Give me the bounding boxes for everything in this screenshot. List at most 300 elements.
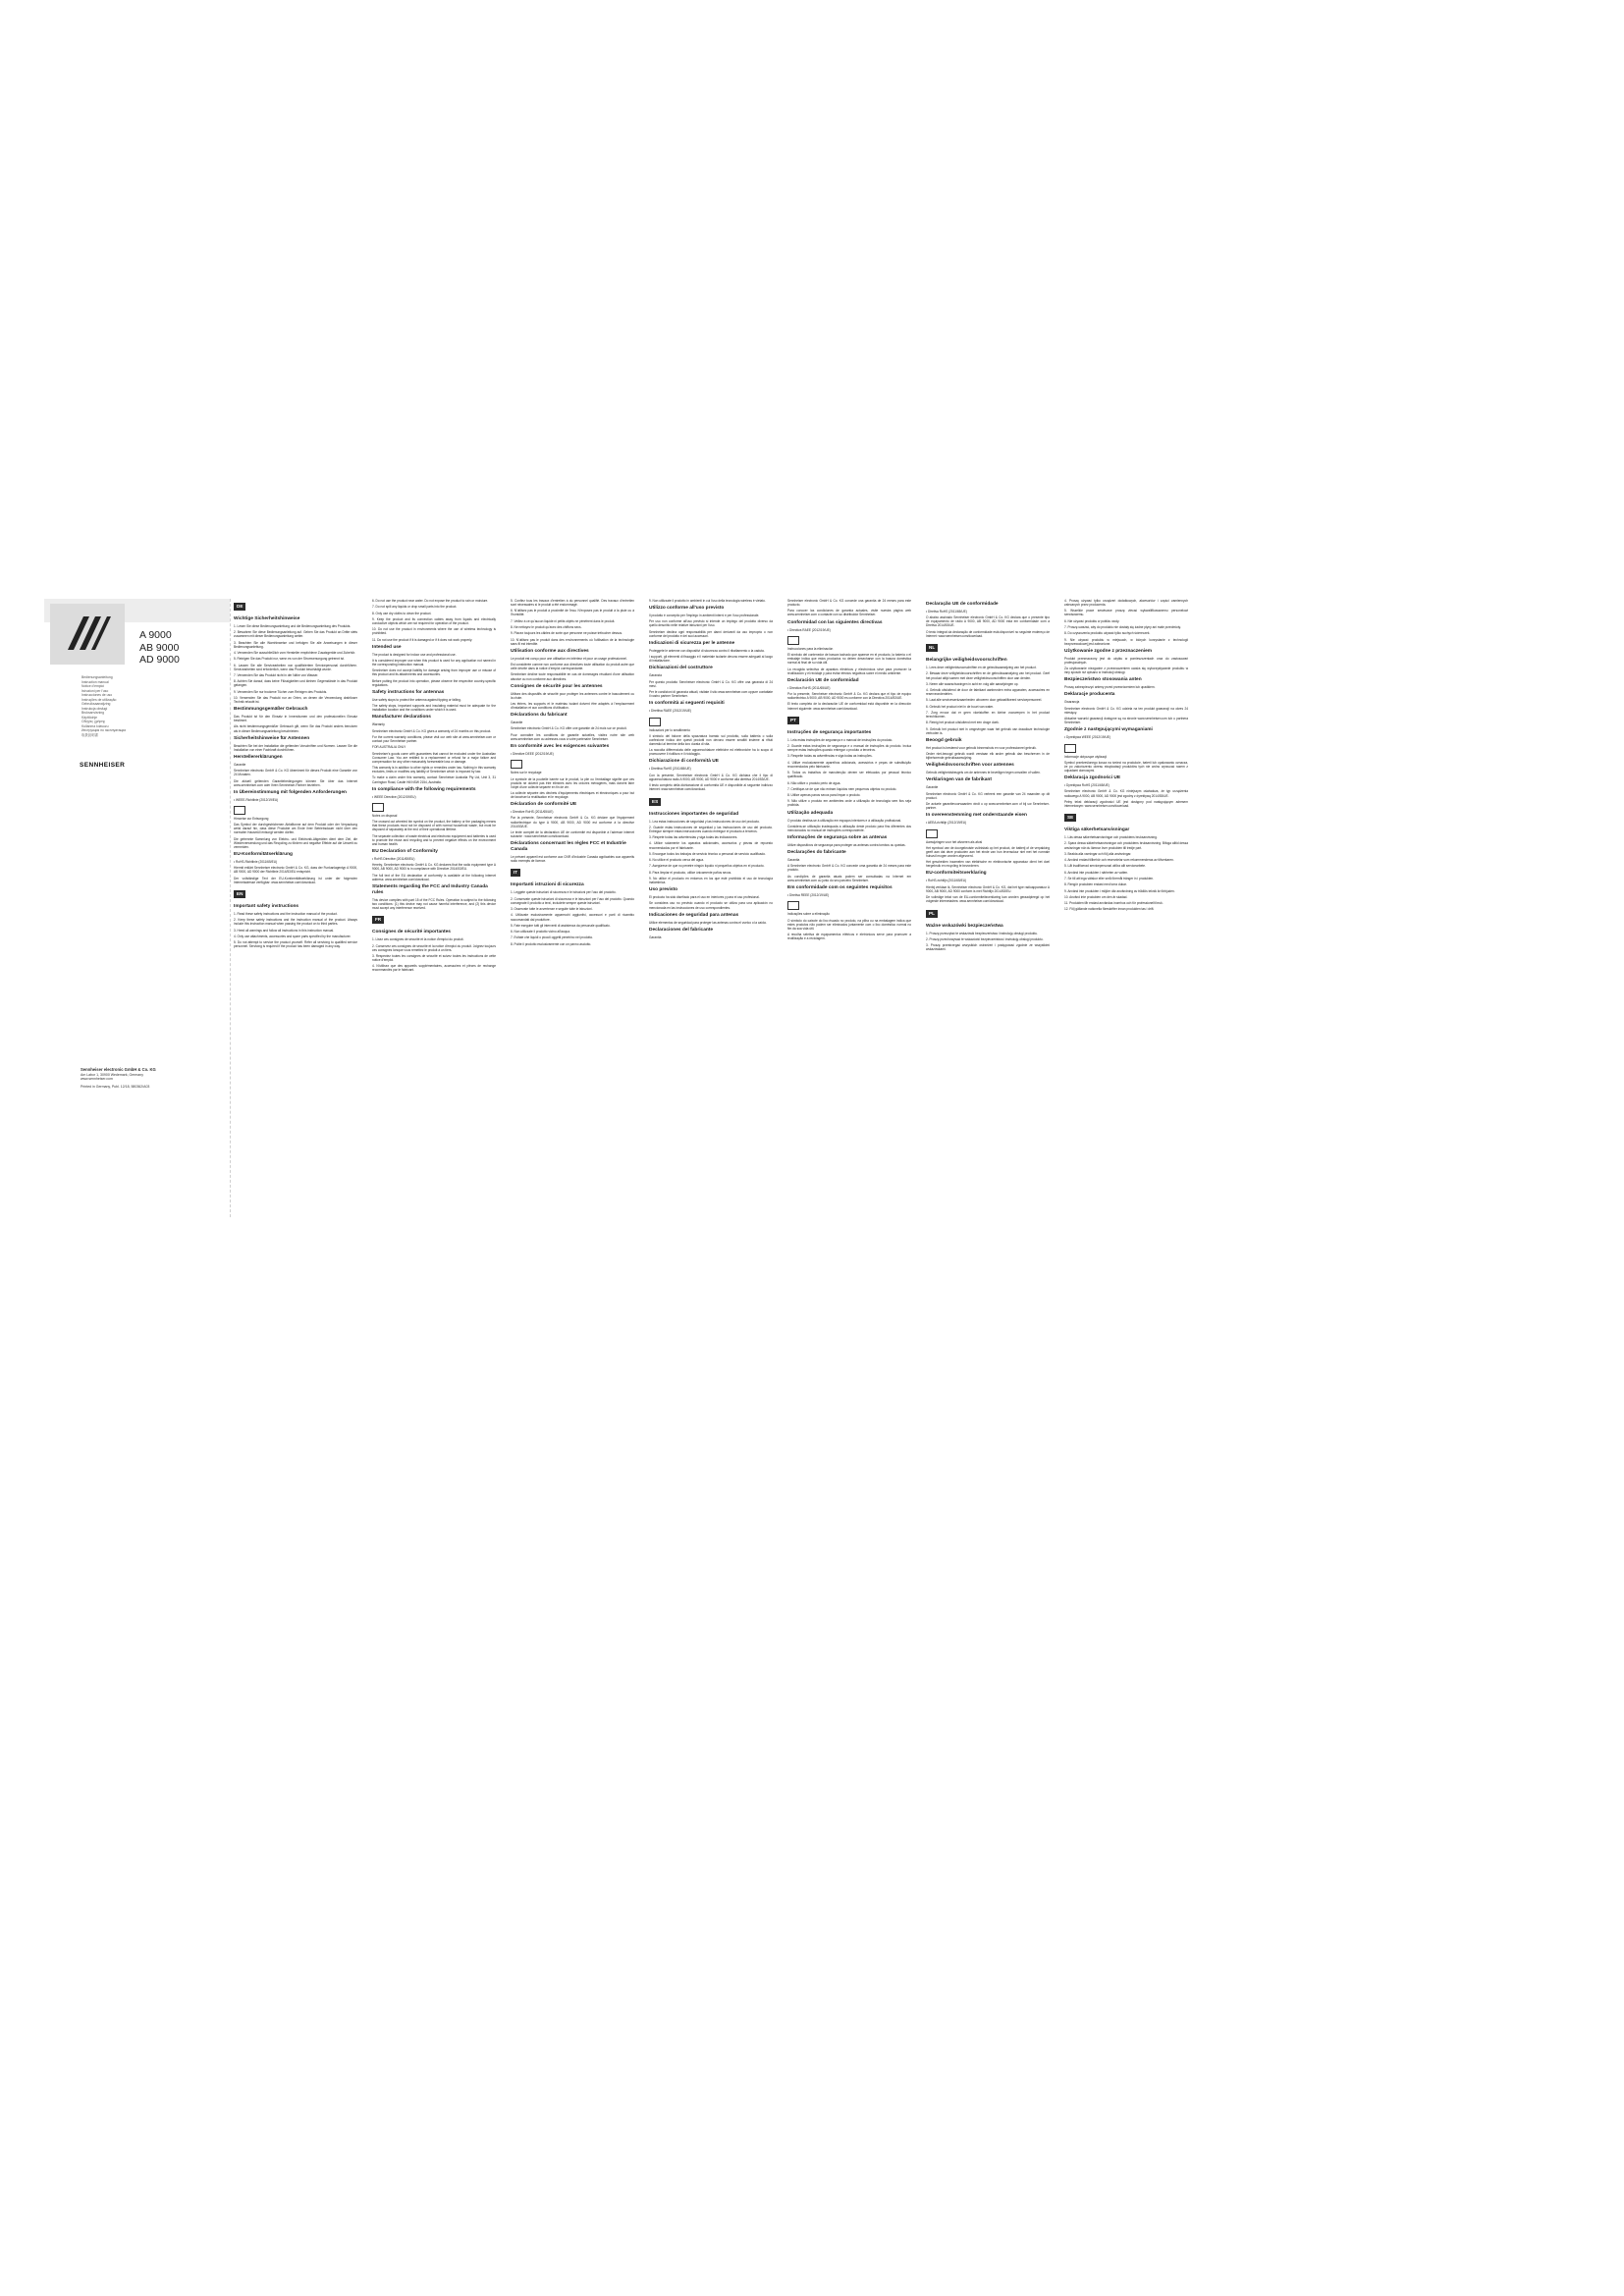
paragraph: This device complies with part 15 of the FCC Rules. Operation is subject to the following two conditions: (1) this device may not cause harmful interference, and (2) this device must accept any interference received. [372, 897, 496, 910]
section-heading: Instruções de segurança importantes [787, 729, 872, 735]
language-label: Instrucciones de uso [81, 693, 113, 697]
paragraph: 9. Placez toujours les câbles de sorte que personne ne puisse trébucher dessus. [511, 631, 623, 636]
paragraph: • Directiva RAEE (2012/19/UE) [787, 627, 831, 632]
paragraph: 4. N'utilisez que des appareils supplémentaires, accessoires et pièces de rechange recommandés par le fabricant. [372, 964, 496, 973]
paragraph: 1. Read these safety instructions and the instruction manual of the product. [234, 912, 338, 917]
recycling-bin-icon [926, 829, 938, 838]
text-column-1 [234, 599, 357, 1217]
paragraph: Garantie [926, 785, 939, 790]
paragraph: Sennheiser's goods come with guarantees that cannot be excluded under the Australian Consumer Law. You are entitled to a replacement or refund for a major failure and compensation for any other reasonably foreseeable loss or damage. [372, 751, 496, 764]
company-name: Sennheiser electronic GmbH & Co. KG [81, 1067, 156, 1072]
paragraph: • Diretiva RoHS (2011/65/UE) [926, 610, 967, 614]
section-heading: Viktiga säkerhetsanvisningar [1064, 828, 1130, 833]
paragraph: 8. Ne nettoyez le produit qu'avec des chiffons secs. [511, 625, 582, 630]
paragraph: Die getrennte Sammlung von Elektro- und Elektronik-Altgeräten dient dem Ziel, die Wiederverwendung und das Recycling zu fördern und negative Effekte auf die Umwelt zu vermeiden. [234, 836, 357, 849]
paragraph: 9. Keep the product and its connection cables away from liquids and electrically conductive objects which are not required for operation of the product. [372, 616, 496, 625]
paragraph: 6. N'utilisez pas le produit à proximité de l'eau. N'exposez pas le produit à la pluie ou à l'humidité. [511, 609, 634, 617]
section-heading: Statements regarding the FCC and Industry Canada rules [372, 883, 488, 895]
paragraph: The product is designed for indoor use and professional use. [372, 652, 457, 657]
paragraph: 9. Använd inte produkten i miljöer där användning av trådlös teknik är förbjuden. [1064, 888, 1175, 893]
paragraph: Con la presente, Sennheiser electronic GmbH & Co. KG dichiara che il tipo di apparecchiatura radio A 9000, AB 9000, AD 9000 è conforme alla direttiva 2014/53/UE. [649, 773, 773, 781]
recycling-bin-icon [372, 803, 384, 812]
paragraph: 8. Do czyszczenia produktu używać tylko suchych ściereczek. [1064, 631, 1151, 636]
paragraph: 3. Beachten Sie alle Warnhinweise und befolgen Sie alle Anweisungen in dieser Bedienungsanleitung. [234, 640, 357, 649]
paragraph: 9. Gebruik het product niet in omgevingen waar het gebruik van draadloze technologie verboden is. [926, 726, 1050, 735]
paragraph: 2. Bewaar deze veiligheidsvoorschriften en de gebruiksaanwijzing van het product. Geef het product altijd samen met deze veiligheidsvoorschriften door aan derden. [926, 671, 1050, 680]
language-label: Instruction manual [81, 679, 109, 684]
paragraph: Aktualne warunki gwarancji dostępne są na stronie www.sennheiser.com lub u partnera Sennheiser. [1064, 717, 1188, 725]
paragraph: 7. Proszę uważać, aby do produktu nie dostały się żadne płyny ani małe przedmioty. [1064, 625, 1181, 630]
section-heading: EU Declaration of Conformity [372, 848, 438, 854]
recycling-bin-icon [1064, 744, 1076, 753]
paragraph: FOR AUSTRALIA ONLY [372, 745, 406, 750]
paragraph: 1. Lea estas instrucciones de seguridad y las instrucciones de uso del producto. [649, 819, 760, 824]
paragraph: Sennheiser electronic GmbH & Co. KG übernimmt für dieses Produkt eine Garantie von 24 Monaten. [234, 769, 357, 777]
paragraph: 7. Do not spill any liquids or drop small parts into the product. [372, 605, 458, 610]
section-heading: Sicherheitshinweise für Antennen [234, 735, 310, 741]
paragraph: 3. Proszę przestrzegać wszystkich ostrzeżeń i postępować zgodnie ze wszystkimi wskazówkami. [926, 943, 1050, 952]
brand-wordmark: SENNHEISER [80, 762, 126, 769]
paragraph: 8. Achten Sie darauf, dass keine Flüssigkeiten und kleinen Gegenstände in das Produkt gelangen. [234, 679, 357, 688]
text-column-6 [926, 599, 1050, 1217]
paragraph: The full text of the EU declaration of conformity is available at the following internet address: www.sennheiser.com/download. [372, 873, 496, 881]
section-heading: Important safety instructions [234, 904, 299, 910]
paragraph: 3. Respeite todas as advertências e siga todas as instruções. [787, 754, 873, 759]
section-heading: Informações de segurança sobre as antenas [787, 835, 888, 840]
language-label: Инструкция по эксплуатации [81, 728, 127, 732]
text-column-7 [1064, 599, 1188, 1217]
language-label: Käyttöohje [81, 715, 98, 720]
paragraph: Garanzia [649, 673, 662, 678]
paragraph: 7. Asegúrese de que no penetre ningún líquido ni pequeños objetos en el producto. [649, 864, 765, 869]
paragraph: Hiermit erklärt Sennheiser electronic GmbH & Co. KG, dass der Funkanlagentyp A 9000, AB 9000, AD 9000 der Richtlinie 2014/53/EU entspricht. [234, 866, 357, 875]
text-column-3 [511, 599, 634, 1217]
paragraph: • Dyrektywa RoHS (2011/65/UE) [1064, 783, 1110, 788]
paragraph: Notes on disposal [372, 813, 398, 818]
paragraph: Das Produkt ist für den Einsatz in Innenräumen und den professionellen Einsatz bestimmt. [234, 715, 357, 723]
paragraph: Die aktuell geltenden Garantiebedingungen können Sie über das Internet www.sennheiser.com oder Ihren Sennheiser-Partner beziehen. [234, 778, 357, 787]
paragraph: • Dyrektywa WEEE (2012/19/UE) [1064, 735, 1110, 740]
paragraph: It is considered improper use when this product is used for any application not named in the corresponding instruction manual. [372, 658, 496, 667]
paragraph: The safety stops, important supports and insulating material must be adequate for the installation location and the conditions under which it is used. [372, 704, 496, 713]
paragraph: O texto integral da declaração de conformidade está disponível no seguinte endereço de Internet: www.sennheiser.com/download. [926, 629, 1050, 638]
paragraph: 4. Gebruik uitsluitend de door de fabrikant aanbevolen extra apparaten, accessoires en reserveonderdelen. [926, 688, 1050, 697]
paragraph: • Direttiva RoHS (2011/65/UE) [649, 767, 691, 772]
text-column-4 [649, 599, 773, 1217]
paragraph: To make a claim under this warranty, contact Sennheiser Australia Pty Ltd, Unit 3, 31 Carrington Road, Castle Hill NSW 2154, Australia. [372, 775, 496, 784]
recycling-bin-icon [787, 901, 799, 910]
section-heading: Utilisation conforme aux directives [511, 648, 589, 654]
paragraph: Indicações sobre a eliminação [787, 912, 830, 917]
paragraph: As condições de garantia atuais podem ser consultadas na Internet em www.sennheiser.com ou junto do seu parceiro Sennheiser. [787, 874, 911, 882]
paragraph: Gebruik veiligheidsbeugels om de antennes te beveiligen tegen omvallen of vallen. [926, 771, 1041, 775]
paragraph: La raccolta differenziata delle apparecchiature elettriche ed elettroniche ha lo scopo di promuovere il riutilizzo e il riciclaggio. [649, 748, 773, 757]
paragraph: Before putting the product into operation, please observe the respective country-specific regulations. [372, 678, 496, 687]
paragraph: • Directive DEEE (2012/19/UE) [511, 751, 554, 756]
paragraph: El símbolo del contenedor de basura tachado que aparece en el producto, la batería o el embalaje indica que estos productos no deben desecharse con la basura doméstica normal al final de su vida útil. [787, 653, 911, 666]
section-heading: In overeenstemming met onderstaande eisen [926, 813, 1027, 819]
paragraph: Beachten Sie bei der Installation die geltenden Vorschriften und Normen. Lassen Sie die Installation von einer Fachkraft durchführen. [234, 743, 357, 752]
paragraph: 5. Låt kvalificerad servicepersonal utföra allt servicearbete. [1064, 864, 1146, 869]
paragraph: 4. Utilizzate esclusivamente apparecchi aggiuntivi, accessori e parti di ricambio raccomandati dal produttore. [511, 913, 634, 922]
paragraph: Gwarancja [1064, 700, 1080, 705]
paragraph: Le symbole de la poubelle barrée sur le produit, la pile ou l'emballage signifie que ces produits ne doivent pas être éliminés avec les ordures ménagères, mais doivent faire l'objet d'une collecte séparée en fin de vie. [511, 776, 634, 789]
text-column-2 [372, 599, 496, 1217]
paragraph: Hierbij verklaar ik, Sennheiser electronic GmbH & Co. KG, dat het type radioapparatuur A 9000, AB 9000, AD 9000 conform is met Richtlijn 2014/53/EU. [926, 884, 1050, 893]
paragraph: 6. Não utilize o produto perto de água. [787, 780, 841, 785]
section-heading: Verklaringen van de fabrikant [926, 777, 992, 783]
paragraph: 8. Pulite il prodotto esclusivamente con un panno asciutto. [511, 941, 592, 946]
paragraph: 6. Gebruik het product niet in de buurt van water. [926, 704, 994, 709]
paragraph: Le présent appareil est conforme aux CNR d'Industrie Canada applicables aux appareils radio exempts de licence. [511, 855, 634, 864]
logo-box [50, 604, 125, 665]
section-heading: Deklaracja zgodności UE [1064, 775, 1121, 781]
section-heading: In compliance with the following requirements [372, 786, 476, 792]
paragraph: 5. Laat alle servicewerkzaamheden uitvoeren door gekwalificeerd servicepersoneel. [926, 698, 1043, 703]
section-heading: In conformità ai seguenti requisiti [649, 701, 725, 707]
paragraph: Sennheiser electronic GmbH & Co. KG verleent een garantie van 24 maanden op dit product. [926, 791, 1050, 800]
paragraph: Sennheiser electronic GmbH & Co. KG offre une garantie de 24 mois sur ce produit. [511, 726, 627, 731]
cover-panel [44, 599, 231, 1217]
section-heading: Utilizzo conforme all'uso previsto [649, 606, 725, 612]
paragraph: I supporti, gli elementi di fissaggio e il materiale isolante devono essere adeguati al luogo di installazione. [649, 655, 773, 664]
section-heading: Conformidad con las siguientes directivas [787, 619, 883, 625]
section-heading: Consignes de sécurité pour les antennes [511, 683, 603, 689]
paragraph: 5. Wszelkie prace serwisowe proszę zlecać wykwalifikowanemu personelowi serwisowemu. [1064, 609, 1188, 617]
paragraph: 3. Respete todas las advertencias y siga todas las indicaciones. [649, 835, 738, 840]
paragraph: Utilisez des dispositifs de sécurité pour protéger les antennes contre le basculement ou la chute. [511, 691, 634, 700]
paragraph: O símbolo do caixote do lixo riscado no produto, na pilha ou na embalagem indica que estes produtos não podem ser eliminados juntamente com o lixo doméstico normal no fim da sua vida útil. [787, 918, 911, 931]
paragraph: • Direttiva RAEE (2012/19/UE) [649, 709, 692, 714]
paragraph: Para conocer las condiciones de garantía actuales, visite nuestra página web www.sennheiser.com o contacte con su distribuidor Sennheiser. [787, 609, 911, 617]
paragraph: 5. Reinigen Sie das Produkt nur, wenn es von der Stromversorgung getrennt ist. [234, 657, 345, 662]
paragraph: 2. Guarde estas instrucciones de seguridad y las instrucciones de uso del producto. Entregue siempre estas instrucciones cuando entregue el producto a terceros. [649, 825, 773, 833]
paragraph: Est considérée comme non conforme aux directives toute utilisation du produit autre que celle décrite dans la notice d'emploi correspondante. [511, 663, 634, 671]
section-heading: Bezpieczeństwo stosowania anten [1064, 677, 1142, 683]
paragraph: 2. Conservez ces consignes de sécurité et la notice d'emploi du produit. Joignez toujours ces consignes lorsque vous remettez le produit à un tiers. [372, 943, 496, 952]
paragraph: 2. Conservate queste istruzioni di sicurezza e le istruzioni per l'uso del prodotto. Quando consegnate il prodotto a terzi, includete sempre queste istruzioni. [511, 896, 634, 905]
recycling-bin-icon [234, 806, 245, 815]
paragraph: • Directiva RoHS (2011/65/UE) [787, 685, 831, 690]
language-label: Instruções de utilização [81, 697, 117, 702]
language-badge: PL [926, 910, 938, 918]
paragraph: 4. Only use attachments, accessories and spare parts specified by the manufacturer. [234, 934, 352, 938]
paragraph: 4. Utilice solamente los aparatos adicionales, accesorios y piezas de repuesto recomendados por el fabricante. [649, 841, 773, 850]
section-heading: Indicaciones de seguridad para antenas [649, 912, 739, 918]
paragraph: Produkt przeznaczony jest do użytku w pomieszczeniach oraz do zastosowań profesjonalnych. [1064, 656, 1188, 665]
section-heading: Safety instructions for antennas [372, 689, 445, 695]
paragraph: 1. Leggete queste istruzioni di sicurezza e le istruzioni per l'uso del prodotto. [511, 890, 617, 895]
paragraph: • RoHS-richtlijn (2011/65/EU) [926, 879, 967, 883]
paragraph: 1. Lisez ces consignes de sécurité et la notice d'emploi du produit. [372, 937, 464, 942]
paragraph: 6. Lassen Sie alle Servicearbeiten von qualifiziertem Servicepersonal durchführen. Servicearbeiten sind erforderlich, wenn das Produkt beschädigt wurde. [234, 663, 357, 671]
paragraph: Il simbolo del bidone della spazzatura barrato sul prodotto, sulla batteria o sulla confezione indica che questi prodotti non devono essere smaltiti insieme ai rifiuti domestici al termine della loro durata di vita. [649, 733, 773, 746]
paragraph: 1. Proszę przeczytać te wskazówki bezpieczeństwa i instrukcję obsługi produktu. [926, 931, 1038, 935]
paragraph: 9. Non utilizzate il prodotto in ambienti in cui l'uso della tecnologia wireless è vietato. [649, 599, 766, 603]
section-heading: Declaraciones del fabricante [649, 927, 714, 933]
paragraph: 8. Para limpiar el producto, utilice únicamente paños secos. [649, 870, 732, 875]
section-heading: EU-Konformitätserklärung [234, 852, 293, 857]
paragraph: 6. Do not use the product near water. Do not expose the product to rain or moisture. [372, 599, 489, 603]
language-badge: NL [926, 644, 938, 652]
language-label: Kullanma kılavuzu [81, 723, 109, 728]
language-label: Gebruiksaanwijzing [81, 702, 111, 706]
paragraph: Garantie [234, 762, 246, 767]
section-heading: In Übereinstimmung mit folgenden Anforderungen [234, 789, 347, 795]
paragraph: 6. Nie używać produktu w pobliżu wody. [1064, 618, 1120, 623]
language-badge: EN [234, 890, 245, 898]
paragraph: 8. Utilize apenas panos secos para limpar o produto. [787, 793, 861, 798]
paragraph: Hinweise zur Entsorgung [234, 816, 269, 821]
section-heading: Intended use [372, 644, 402, 650]
paragraph: Pour connaître les conditions de garantie actuelles, visitez notre site web www.sennheiser.com ou adressez-vous à votre partenaire Sennheiser. [511, 732, 634, 741]
paragraph: Het gescheiden inzamelen van elektrische en elektronische apparatuur dient het doel hergebruik en recycling te bevorderen. [926, 860, 1050, 869]
paragraph: 11. Do not use the product if it is damaged or if it does not work properly. [372, 637, 473, 642]
language-label: Οδηγίες χρήσης [81, 720, 106, 723]
paragraph: 3. Respectez toutes les consignes de sécurité et suivez toutes les instructions de cette notice d'emploi. [372, 953, 496, 962]
paragraph: 8. Reinig het product uitsluitend met een droge doek. [926, 721, 1000, 725]
paragraph: 6. No utilice el producto cerca del agua. [649, 858, 704, 863]
paragraph: A Sennheiser electronic GmbH & Co. KG concede uma garantia de 24 meses para este produto. [787, 864, 911, 873]
paragraph: 2. Spara dessa säkerhetsanvisningar och produktens bruksanvisning. Bifoga alltid dessa anvisningar när du lämnar över produkten till tredje part. [1064, 841, 1188, 850]
language-badge: ES [649, 798, 661, 806]
language-badge: PT [787, 717, 799, 724]
paragraph: Se considera uso no previsto cuando el producto se utiliza para una aplicación no mencionada en las instrucciones de uso correspondientes. [649, 901, 773, 910]
paragraph: 3. Neem alle waarschuwingen in acht en volg alle aanwijzingen op. [926, 681, 1019, 686]
model-name: AB 9000 [139, 641, 180, 654]
recycling-bin-icon [787, 636, 799, 645]
paragraph: • Diretiva REEE (2012/19/UE) [787, 892, 830, 897]
paragraph: De actuele garantievoorwaarden vindt u op www.sennheiser.com of bij uw Sennheiser-partner. [926, 802, 1050, 811]
paragraph: 3. Osservate tutte le avvertenze e seguite tutte le istruzioni. [511, 907, 593, 912]
paragraph: • RoHS-Richtlinie (2011/65/EU) [234, 860, 278, 864]
paragraph: 7. Evitate che liquidi o piccoli oggetti penetrino nel prodotto. [511, 935, 593, 940]
paragraph: For the current warranty conditions, please visit our web site at www.sennheiser.com or contact your Sennheiser partner. [372, 734, 496, 744]
section-heading: Uso previsto [649, 887, 678, 893]
paragraph: Proszę zabezpieczyć anteny przed przewróceniem lub upadkiem. [1064, 685, 1156, 690]
paragraph: Le produit est conçu pour une utilisation en intérieur et pour un usage professionnel. [511, 656, 627, 661]
language-badge: IT [511, 869, 520, 877]
paragraph: Le texte complet de la déclaration UE de conformité est disponible à l'adresse internet suivante : www.sennheiser.com/download. [511, 829, 634, 838]
paragraph: 9. Verwenden Sie nur trockene Tücher zum Reinigen des Produkts. [234, 689, 328, 694]
paragraph: Sennheiser does not accept liability for damage arising from improper use or misuse of this product and its attachments and accessories. [372, 668, 496, 677]
paragraph: El texto completo de la declaración UE de conformidad está disponible en la dirección Internet siguiente: www.sennheiser.com/download. [787, 702, 911, 711]
company-website: www.sennheiser.com [81, 1077, 113, 1082]
paragraph: Sennheiser declina ogni responsabilità per danni derivanti da uso improprio o non conforme del prodotto e dei suoi accessori. [649, 629, 773, 638]
section-heading: Déclarations du fabricant [511, 713, 568, 719]
language-label: Bedienungsanleitung [81, 675, 113, 679]
paragraph: Les étriers, les supports et le matériau isolant doivent être adaptés à l'emplacement d'installation et aux conditions d'utilisation. [511, 702, 634, 711]
paragraph: 5. Todos os trabalhos de manutenção devem ser efetuados por pessoal técnico qualificado. [787, 771, 911, 779]
language-list [81, 675, 126, 737]
paragraph: 6. Non utilizzate il prodotto vicino all'acqua. [511, 930, 570, 934]
paragraph: • WEEE-Richtlinie (2012/19/EU) [234, 797, 279, 802]
paragraph: 1. Lees deze veiligheidsvoorschriften en de gebruiksaanwijzing van het product. [926, 666, 1037, 670]
paragraph: 9. Nie używać produktu w miejscach, w których korzystanie z technologii bezprzewodowej jest zabronione. [1064, 637, 1188, 646]
paragraph: La recogida selectiva de aparatos eléctricos y electrónicos sirve para promover la reutilización y el reciclaje y para evitar efectos negativos sobre el medio ambiente. [787, 667, 911, 675]
language-label: Notice d'emploi [81, 684, 105, 688]
section-heading: Em conformidade com os seguintes requisitos [787, 884, 893, 890]
paragraph: 1. Lesen Sie diese Bedienungsanleitung und die Bedienungsanleitung des Produkts. [234, 624, 352, 628]
model-list [139, 629, 180, 667]
section-heading: Utilização adequada [787, 810, 834, 816]
paragraph: 7. Verwenden Sie das Produkt nicht in der Nähe von Wasser. [234, 672, 319, 677]
paragraph: 7. Zorg ervoor dat er geen vloeistoffen en kleine voorwerpen in het product terechtkomen. [926, 711, 1050, 720]
paragraph: El producto ha sido diseñado para el uso en interiores y para el uso profesional. [649, 895, 760, 900]
recycling-bin-icon [511, 760, 522, 769]
paragraph: Sennheiser décline toute responsabilité en cas de dommages résultant d'une utilisation abusive ou non conforme aux directives. [511, 672, 634, 681]
paragraph: 10. Verwenden Sie das Produkt nur an Orten, an denen die Verwendung drahtloser Technik erlaubt ist. [234, 695, 357, 704]
paragraph: 9. Não utilize o produto em ambientes onde a utilização de tecnologia sem fios seja proibida. [787, 799, 911, 808]
paragraph: • WEEE Directive (2012/19/EU) [372, 794, 416, 799]
paragraph: 8. Only use dry cloths to clean the product. [372, 611, 432, 615]
paragraph: Warranty [372, 722, 385, 727]
paragraph: 11. Produkten får endast användas inomhus och för professionellt bruk. [1064, 901, 1164, 906]
language-badge: SE [1064, 814, 1076, 822]
section-heading: Declarações do fabricante [787, 850, 846, 856]
paragraph: Per uso non conforme all'uso previsto si intende un impiego del prodotto diverso da quello descritto nelle relative istruzioni per l'uso. [649, 619, 773, 628]
section-heading: Wichtige Sicherheitshinweise [234, 616, 300, 621]
paragraph: Proteggete le antenne con dispositivi di sicurezza contro il ribaltamento o la caduta. [649, 648, 765, 653]
paragraph: 1. Leia estas instruções de segurança e o manual de instruções do produto. [787, 737, 893, 742]
paragraph: Per questo prodotto Sennheiser electronic GmbH & Co. KG offre una garanzia di 24 mesi. [649, 679, 773, 688]
paragraph: 12. Följ gällande nationella föreskrifter innan produkten tas i drift. [1064, 907, 1155, 912]
paragraph: 10. Använd inte produkten om den är skadad. [1064, 894, 1128, 899]
paragraph: • RoHS Directive (2011/65/EU) [372, 856, 415, 861]
paragraph: O abaixo assinado Sennheiser electronic GmbH & Co. KG declara que o presente tipo de equipamento de rádio A 9000, AB 9000, AD 9000 está em conformidade com a Diretiva 2014/53/UE. [926, 615, 1050, 628]
paragraph: La collecte séparée des déchets d'équipements électriques et électroniques a pour but de favoriser la réutilisation et le recyclage. [511, 790, 634, 800]
paragraph: Als nicht bestimmungsgemäßer Gebrauch gilt, wenn Sie das Produkt anders benutzen als in dieser Bedienungsanleitung beschrieben. [234, 724, 357, 733]
paragraph: This warranty is in addition to other rights or remedies under law. Nothing in this warranty excludes, limits or modifies any liability of Sennheiser which is imposed by law. [372, 766, 496, 774]
imprint [81, 1068, 156, 1089]
section-heading: Déclarations concernant les règles FCC et Industrie Canada [511, 841, 626, 853]
paragraph: Symbol przekreślonego kosza na śmieci na produkcie, baterii lub opakowaniu oznacza, że po zakończeniu okresu eksploatacji produktów tych nie wolno wyrzucać razem z odpadami domowymi. [1064, 760, 1188, 774]
paragraph: Utilize dispositivos de segurança para proteger as antenas contra tombos ou quedas. [787, 843, 906, 847]
paragraph: 7. Se till att inga vätskor eller små föremål tränger in i produkten. [1064, 876, 1155, 881]
paragraph: Por la presente, Sennheiser electronic GmbH & Co. KG declara que el tipo de equipo radioeléctrico A 9000, AB 9000, AD 9000 es conforme con la Directiva 2014/53/UE. [787, 692, 911, 701]
document-sheet [44, 599, 1399, 1217]
paragraph: 4. Verwenden Sie ausschließlich vom Hersteller empfohlene Zusatzgeräte und Zubehör. [234, 651, 356, 656]
paragraph: 3. Heed all warnings and follow all instructions in this instruction manual. [234, 928, 335, 933]
paragraph: Garantie [511, 721, 523, 725]
paragraph: Il prodotto è concepito per l'impiego in ambienti interni e per l'uso professionale. [649, 614, 760, 618]
section-heading: Użytkowanie zgodne z przeznaczeniem [1064, 648, 1153, 654]
paragraph: 2. Bewahren Sie diese Bedienungsanleitung auf. Geben Sie das Produkt an Dritte stets zusammen mit dieser Bedienungsanleitung weiter. [234, 630, 357, 639]
paragraph: 7. Certifique-se de que não entram líquidos nem pequenos objetos no produto. [787, 786, 897, 791]
paragraph: 4. Använd endast tillbehör och reservdelar som rekommenderas av tillverkaren. [1064, 858, 1174, 863]
paragraph: Informacje dotyczące utylizacji [1064, 754, 1108, 759]
paragraph: Il testo completo della dichiarazione di conformità UE è disponibile al seguente indirizzo internet: www.sennheiser.com/download. [649, 783, 773, 792]
language-label: 取扱説明書 [81, 732, 98, 737]
paragraph: 10. Do not use the product in environments where the use of wireless technology is prohibited. [372, 627, 496, 636]
section-heading: Declaração UE de conformidade [926, 602, 999, 607]
paragraph: The separate collection of waste electrical and electronic equipment and batteries is used to promote the reuse and recycling and to prevent negative effects on the environment and human health. [372, 833, 496, 846]
paragraph: 7. Veillez à ce qu'aucun liquide ni petits objets ne pénètrent dans le produit. [511, 618, 616, 623]
paragraph: 4. Proszę używać tylko urządzeń dodatkowych, akcesoriów i części zamiennych zalecanych przez producenta. [1064, 599, 1188, 608]
paragraph: 10. N'utilisez pas le produit dans des environnements où l'utilisation de la technologie sans fil est interdite. [511, 637, 634, 646]
section-heading: Ważne wskazówki bezpieczeństwa [926, 923, 1003, 929]
paragraph: De volledige tekst van de EU-conformiteitsverklaring kan worden geraadpleegd op het volgende internetadres: www.sennheiser.com/download. [926, 895, 1050, 904]
language-label: Istruzioni per l'uso [81, 688, 109, 693]
print-info: Printed in Germany, Publ. 12/18, 580362/A03 [81, 1084, 150, 1089]
section-heading: Beoogd gebruik [926, 737, 962, 743]
paragraph: 5. Confiez tous les travaux d'entretien à du personnel qualifié. Des travaux d'entretien sont nécessaires si le produit a été endommagé. [511, 599, 634, 608]
language-badge: FR [372, 916, 384, 924]
paragraph: 4. Utilize exclusivamente aparelhos adicionais, acessórios e peças de substituição recomendados pelo fabricante. [787, 760, 911, 769]
paragraph: 5. Do not attempt to service the product yourself. Refer all servicing to qualified service personnel. Servicing is required if the product has been damaged in any way. [234, 940, 357, 949]
language-badge: DE [234, 603, 245, 611]
paragraph: Use safety stops to protect the antenna against tipping or falling. [372, 697, 461, 702]
paragraph: Het symbool van de doorgekruiste vuilnisbak op het product, de batterij of de verpakking geeft aan dat deze producten aan het einde van hun levensduur niet met het normale huisvuil mogen worden afgevoerd. [926, 845, 1050, 858]
section-heading: Importanti istruzioni di sicurezza [511, 882, 584, 888]
paragraph: Aanwijzingen voor het afvoeren als afval [926, 839, 983, 844]
model-name: AD 9000 [139, 654, 180, 666]
paragraph: 5. Encargue todos los trabajos de servicio técnico a personal de servicio cualificado. [649, 851, 766, 856]
paragraph: Sennheiser electronic GmbH & Co. KG concede una garantía de 24 meses para este producto. [787, 599, 911, 608]
section-heading: Bestimmungsgemäßer Gebrauch [234, 707, 308, 713]
paragraph: 2. Keep these safety instructions and the instruction manual of the product. Always include this instruction manual when passing the product on to third parties. [234, 918, 357, 927]
paragraph: Der vollständige Text der EU-Konformitätserklärung ist unter der folgenden Internetadresse verfügbar: www.sennheiser.com/download. [234, 876, 357, 884]
section-heading: Deklaracje producenta [1064, 692, 1115, 698]
company-address: Am Labor 1, 30900 Wedemark, Germany [81, 1072, 143, 1077]
section-heading: Manufacturer declarations [372, 715, 431, 721]
paragraph: Notes sur le recyclage [511, 771, 542, 775]
paragraph: Utilice elementos de seguridad para proteger las antenas contra el vuelco o la caída. [649, 920, 767, 925]
paragraph: 2. Proszę przechowywać te wskazówki bezpieczeństwa i instrukcję obsługi produktu. [926, 936, 1044, 941]
paragraph: 3. Beakta alla varningar och följ alla anvisningar. [1064, 851, 1132, 856]
paragraph: Indicazioni per lo smaltimento [649, 727, 690, 732]
paragraph: • Directive RoHS (2011/65/UE) [511, 810, 554, 815]
paragraph: 6. Använd inte produkten i närheten av vatten. [1064, 870, 1129, 875]
paragraph: Het product is bestemd voor gebruik binnenshuis en voor professioneel gebruik. [926, 745, 1037, 750]
paragraph: 8. Rengör produkten endast med torra dukar. [1064, 882, 1127, 887]
paragraph: 2. Guarde estas instruções de segurança e o manual de instruções do produto. Inclua sempre estas instruções quando entregar o produto a terceiros. [787, 744, 911, 753]
paragraph: Hereby, Sennheiser electronic GmbH & Co. KG declares that the radio equipment type A 9000, AB 9000, AD 9000 is in compliance with Directive 2014/53/EU. [372, 863, 496, 872]
section-heading: En conformité avec les exigences suivantes [511, 743, 610, 749]
text-column-5 [787, 599, 911, 1217]
paragraph: Garantía [649, 934, 662, 939]
section-heading: Zgodnie z następującymi wymaganiami [1064, 727, 1153, 733]
paragraph: Sennheiser electronic GmbH & Co. KG udziela na ten produkt gwarancji na okres 24 miesięcy. [1064, 706, 1188, 715]
language-label: Instrukcja obsługi [81, 706, 108, 711]
paragraph: O produto destina-se à utilização em espaços interiores e à utilização profissional. [787, 818, 902, 823]
section-heading: Déclaration de conformité UE [511, 802, 577, 808]
section-heading: Belangrijke veiligheidsvoorschriften [926, 658, 1007, 664]
paragraph: Per le condizioni di garanzia attuali, visitate il sito www.sennheiser.com oppure contattate il vostro partner Sennheiser. [649, 690, 773, 699]
model-name: A 9000 [139, 629, 172, 641]
paragraph: Das Symbol der durchgestrichenen Abfalltonne auf dem Produkt oder der Verpackung weist darauf hin, dass diese Produkte am Ende ihrer Betriebsdauer nicht über den normalen Hausmüll entsorgt werden dürfen. [234, 823, 357, 835]
section-heading: EU-conformiteitsverklaring [926, 871, 987, 877]
section-heading: Declaración UE de conformidad [787, 677, 859, 683]
section-heading: Consignes de sécurité importantes [372, 930, 451, 935]
section-heading: Instrucciones importantes de seguridad [649, 811, 739, 817]
paragraph: Onder niet-beoogd gebruik wordt verstaan elk ander gebruik dan beschreven in de bijbehorende gebruiksaanwijzing. [926, 752, 1050, 761]
recycling-bin-icon [649, 718, 661, 726]
paragraph: Pełny tekst deklaracji zgodności UE jest dostępny pod następującym adresem internetowym: www.sennheiser.com/download. [1064, 799, 1188, 808]
paragraph: 9. No utilice el producto en entornos en los que esté prohibido el uso de tecnología inalámbrica. [649, 876, 773, 885]
language-label: Bruksanvisning [81, 711, 104, 715]
paragraph: Garantia [787, 858, 800, 863]
section-heading: Indicazioni di sicurezza per le antenne [649, 640, 735, 646]
section-heading: Veiligheidsvoorschriften voor antennes [926, 763, 1014, 769]
paragraph: The crossed out wheeled bin symbol on the product, the battery or the packaging means that these products must not be disposed of with normal household waste, but must be disposed of separately at the end of their operational lifetime. [372, 820, 496, 832]
paragraph: Za użytkowanie niezgodne z przeznaczeniem uważa się wykorzystywanie produktu w inny sposób niż opisano w instrukcji obsługi. [1064, 667, 1188, 675]
paragraph: Sennheiser electronic GmbH & Co. KG niniejszym oświadcza, że typ urządzenia radiowego A 9000, AB 9000, AD 9000 jest zgodny z dyrektywą 2014/53/UE. [1064, 789, 1188, 798]
paragraph: Considera-se utilização inadequada a utilização deste produto para fins diferentes dos mencionados no manual de instruções correspondente. [787, 824, 911, 832]
section-heading: Dichiarazioni del costruttore [649, 666, 713, 671]
paragraph: Instrucciones para la eliminación [787, 646, 834, 651]
paragraph: Par la présente, Sennheiser electronic GmbH & Co. KG déclare que l'équipement radioélectrique du type A 9000, AB 9000, AD 9000 est conforme à la directive 2014/53/UE. [511, 816, 634, 828]
